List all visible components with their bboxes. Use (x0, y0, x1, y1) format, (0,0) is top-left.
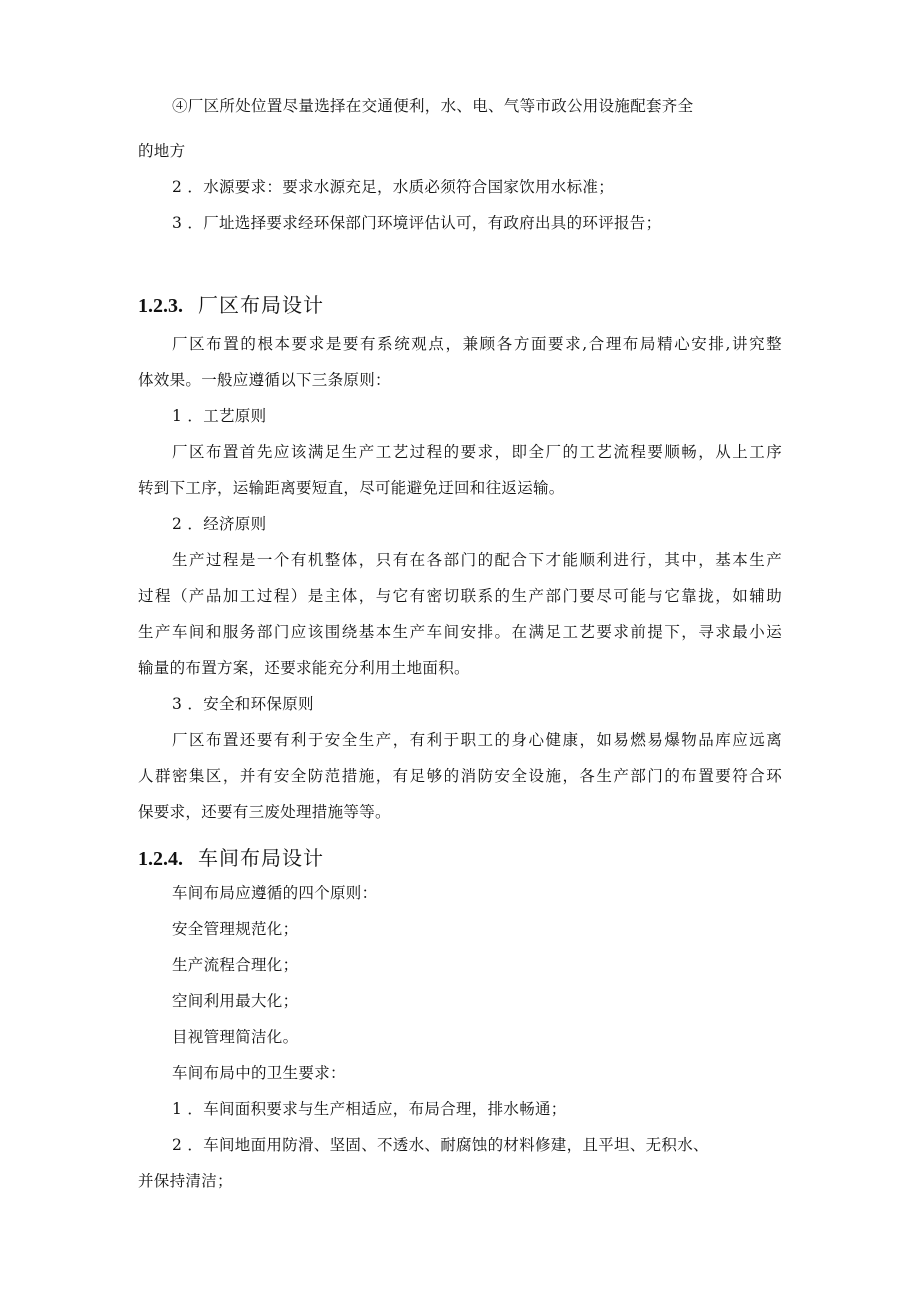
workshop-principles-intro: 车间布局应遵循的四个原则： (172, 884, 378, 902)
paragraph-line: 厂区布置首先应该满足生产工艺过程的要求，即全厂的工艺流程要顺畅，从上工序 (172, 443, 782, 461)
workshop-principle-item: 安全管理规范化； (172, 920, 299, 938)
paragraph-line: 输量的布置方案，还要求能充分利用土地面积。 (138, 659, 470, 677)
workshop-principle-item: 生产流程合理化； (172, 956, 299, 974)
paragraph-line: 体效果。一般应遵循以下三条原则： (138, 371, 391, 389)
paragraph-line: 过程（产品加工过程）是主体，与它有密切联系的生产部门要尽可能与它靠拢，如辅助 (138, 587, 782, 605)
hygiene-requirement-1: 1 ．车间面积要求与生产相适应，布局合理，排水畅通； (172, 1100, 567, 1118)
principle-heading-economy: 2 ．经济原则 (172, 515, 267, 533)
principle-heading-safety: 3 ．安全和环保原则 (172, 695, 314, 713)
principle-heading-process: 1 ．工艺原则 (172, 407, 267, 425)
workshop-principle-item: 目视管理简洁化。 (172, 1028, 299, 1046)
hygiene-requirements-intro: 车间布局中的卫生要求： (172, 1064, 346, 1082)
hygiene-requirement-2-line2: 并保持清洁； (138, 1172, 233, 1190)
paragraph-line: 厂区布置还要有利于安全生产，有利于职工的身心健康，如易燃易爆物品库应远离 (172, 731, 782, 749)
section-heading-1-2-3 (138, 292, 324, 319)
paragraph-line: 生产过程是一个有机整体，只有在各部门的配合下才能顺利进行，其中，基本生产 (172, 551, 782, 569)
site-condition-4-line2: 的地方 (138, 142, 186, 160)
section-title: 厂区布局设计 (198, 293, 324, 317)
section-title: 车间布局设计 (198, 846, 324, 870)
section-heading-1-2-4 (138, 845, 324, 872)
hygiene-requirement-2-line1: 2 ．车间地面用防滑、坚固、不透水、耐腐蚀的材料修建，且平坦、无积水、 (172, 1136, 709, 1154)
paragraph-line: 生产车间和服务部门应该围绕基本生产车间安排。在满足工艺要求前提下，寻求最小运 (138, 623, 782, 641)
paragraph-line: 厂区布置的根本要求是要有系统观点，兼顾各方面要求,合理布局精心安排,讲究整 (172, 335, 782, 353)
paragraph-line: 人群密集区，并有安全防范措施，有足够的消防安全设施，各生产部门的布置要符合环 (138, 767, 782, 785)
section-number: 1.2.3. (138, 295, 183, 317)
paragraph-line: 保要求，还要有三废处理措施等等。 (138, 803, 391, 821)
environmental-approval: 3 ．厂址选择要求经环保部门环境评估认可，有政府出具的环评报告； (172, 214, 662, 232)
workshop-principle-item: 空间利用最大化； (172, 992, 299, 1010)
section-number: 1.2.4. (138, 848, 183, 870)
site-condition-4-line1: ④厂区所处位置尽量选择在交通便利，水、电、气等市政公用设施配套齐全 (172, 97, 694, 115)
paragraph-line: 转到下工序，运输距离要短直，尽可能避免迂回和往返运输。 (138, 479, 565, 497)
water-requirement: 2 ．水源要求：要求水源充足，水质必须符合国家饮用水标准； (172, 178, 614, 196)
